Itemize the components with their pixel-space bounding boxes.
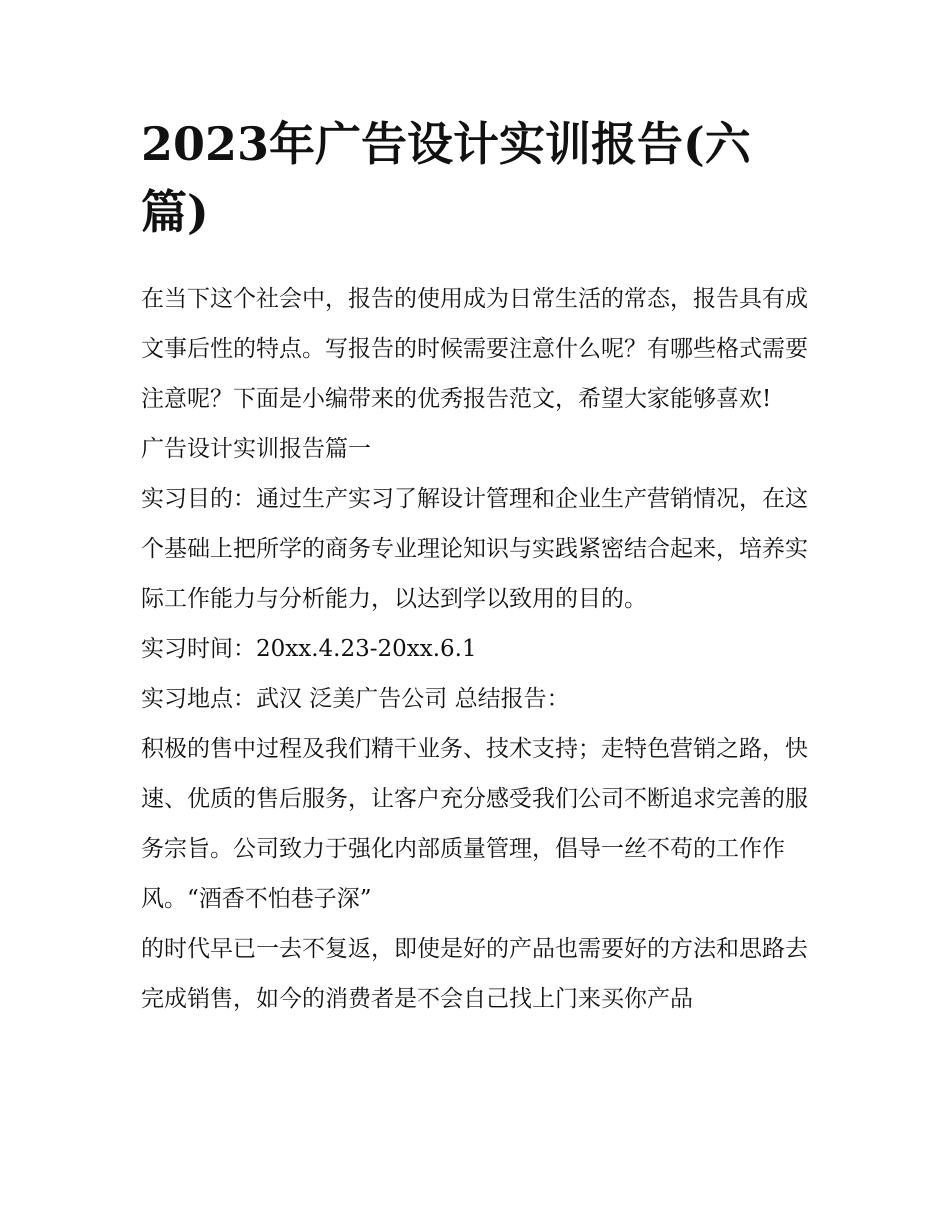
- document-title: 2023年广告设计实训报告(六篇): [141, 117, 751, 239]
- section-heading: 广告设计实训报告篇一: [141, 436, 371, 462]
- body-paragraph: 积极的售中过程及我们精干业务、技术支持；走特色营销之路，快速、优质的售后服务，让客户充分感受我们公司不断追求完善的服务宗旨。公司致力于强化内部质量管理，倡导一丝不苟的工作作风。“酒香不怕巷子深”: [141, 736, 808, 912]
- internship-location: 实习地点：武汉 泛美广告公司 总结报告：: [141, 686, 570, 712]
- intro-paragraph: 在当下这个社会中，报告的使用成为日常生活的常态，报告具有成文事后性的特点。写报告的时候需要注意什么呢？有哪些格式需要注意呢？下面是小编带来的优秀报告范文，希望大家能够喜欢!: [141, 286, 808, 412]
- body-paragraph: 的时代早已一去不复返，即使是好的产品也需要好的方法和思路去完成销售，如今的消费者是不会自己找上门来买你产品: [141, 936, 808, 1012]
- internship-purpose: 实习目的：通过生产实习了解设计管理和企业生产营销情况，在这个基础上把所学的商务专业理论知识与实践紧密结合起来，培养实际工作能力与分析能力，以达到学以致用的目的。: [141, 486, 808, 612]
- document-body: [141, 274, 813, 1024]
- internship-time: 实习时间：20xx.4.23-20xx.6.1: [141, 636, 477, 662]
- document-page: [141, 110, 813, 1024]
